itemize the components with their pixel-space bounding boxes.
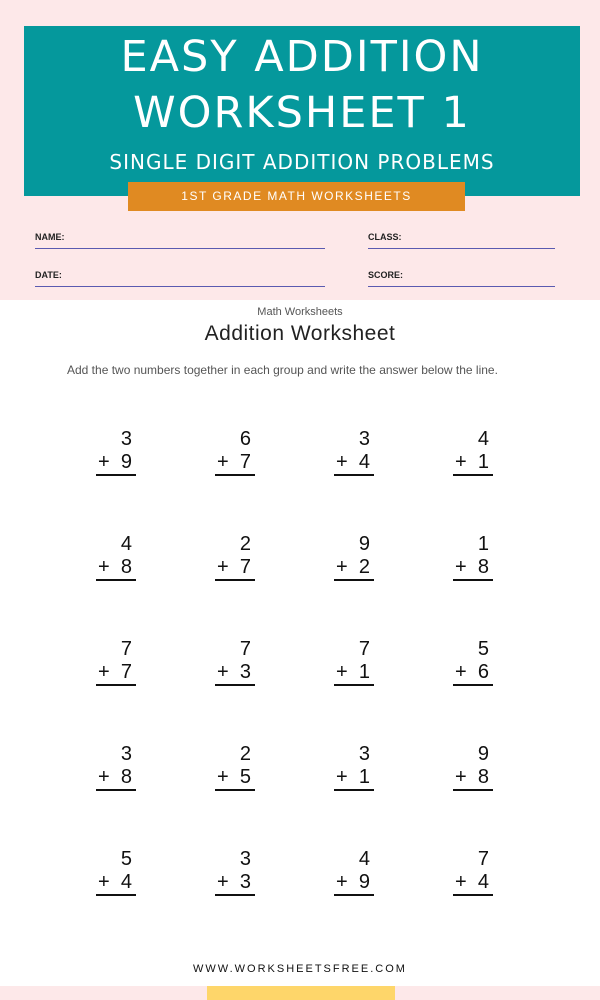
plus-sign: + <box>98 661 110 683</box>
plus-sign: + <box>455 766 467 788</box>
problem-first-number: 4 <box>477 428 489 450</box>
problem-second-line <box>96 450 136 476</box>
addition-problem <box>215 638 255 686</box>
addition-problem <box>96 848 136 896</box>
problem-second-number: 4 <box>358 451 370 473</box>
problem-second-number: 9 <box>120 451 132 473</box>
addition-problem <box>215 848 255 896</box>
addition-problem <box>453 428 493 476</box>
plus-sign: + <box>217 661 229 683</box>
problem-second-number: 8 <box>120 556 132 578</box>
problem-first-number: 7 <box>477 848 489 870</box>
problem-second-number: 1 <box>358 766 370 788</box>
problem-second-number: 1 <box>477 451 489 473</box>
problem-second-number: 4 <box>120 871 132 893</box>
problem-second-number: 6 <box>477 661 489 683</box>
plus-sign: + <box>217 871 229 893</box>
problem-second-line <box>453 555 493 581</box>
footer-bar <box>207 986 395 1000</box>
addition-problem <box>215 428 255 476</box>
problem-second-line <box>334 660 374 686</box>
problem-second-number: 7 <box>239 451 251 473</box>
problem-second-line <box>453 660 493 686</box>
problem-second-number: 5 <box>239 766 251 788</box>
problem-first-number: 1 <box>477 533 489 555</box>
plus-sign: + <box>455 556 467 578</box>
problem-second-number: 7 <box>239 556 251 578</box>
problem-second-number: 2 <box>358 556 370 578</box>
problem-second-line <box>334 870 374 896</box>
problem-second-line <box>215 450 255 476</box>
problem-second-line <box>96 870 136 896</box>
problem-second-line <box>215 660 255 686</box>
problem-second-number: 1 <box>358 661 370 683</box>
plus-sign: + <box>336 871 348 893</box>
problem-second-line <box>334 555 374 581</box>
addition-problem <box>96 743 136 791</box>
problem-second-number: 4 <box>477 871 489 893</box>
problem-first-number: 7 <box>239 638 251 660</box>
problem-second-line <box>334 765 374 791</box>
problem-first-number: 3 <box>358 428 370 450</box>
class-field[interactable] <box>368 228 555 249</box>
header-banner <box>24 26 580 196</box>
problem-first-number: 3 <box>120 428 132 450</box>
problem-second-number: 3 <box>239 661 251 683</box>
addition-problem <box>453 638 493 686</box>
date-field[interactable] <box>35 266 325 287</box>
addition-problem <box>334 848 374 896</box>
score-field[interactable] <box>368 266 555 287</box>
plus-sign: + <box>98 556 110 578</box>
score-label: SCORE: <box>368 270 404 280</box>
problem-second-line <box>215 555 255 581</box>
problem-second-number: 9 <box>358 871 370 893</box>
date-label: DATE: <box>35 270 62 280</box>
problem-first-number: 3 <box>120 743 132 765</box>
problem-first-number: 4 <box>358 848 370 870</box>
plus-sign: + <box>336 556 348 578</box>
problem-second-line <box>453 450 493 476</box>
plus-sign: + <box>455 871 467 893</box>
problem-first-number: 6 <box>239 428 251 450</box>
problem-second-line <box>334 450 374 476</box>
addition-problem <box>453 533 493 581</box>
plus-sign: + <box>98 451 110 473</box>
addition-problem <box>215 533 255 581</box>
name-label: NAME: <box>35 232 65 242</box>
plus-sign: + <box>217 766 229 788</box>
instructions: Add the two numbers together in each group and write the answer below the line. <box>67 363 498 377</box>
problem-first-number: 3 <box>358 743 370 765</box>
addition-problem <box>215 743 255 791</box>
worksheet-title-line2: WORKSHEET 1 <box>133 88 471 138</box>
addition-problem <box>96 428 136 476</box>
addition-problem <box>334 638 374 686</box>
problem-second-line <box>96 765 136 791</box>
problem-second-number: 8 <box>477 766 489 788</box>
problem-first-number: 4 <box>120 533 132 555</box>
problem-first-number: 2 <box>239 533 251 555</box>
plus-sign: + <box>336 451 348 473</box>
plus-sign: + <box>455 451 467 473</box>
problem-second-number: 7 <box>120 661 132 683</box>
problem-first-number: 7 <box>358 638 370 660</box>
problem-first-number: 5 <box>120 848 132 870</box>
addition-problem <box>96 638 136 686</box>
addition-problem <box>453 848 493 896</box>
addition-problem <box>453 743 493 791</box>
problem-first-number: 3 <box>239 848 251 870</box>
problems-grid <box>0 300 600 986</box>
problem-first-number: 9 <box>358 533 370 555</box>
plus-sign: + <box>98 871 110 893</box>
problem-first-number: 2 <box>239 743 251 765</box>
addition-problem <box>334 428 374 476</box>
name-field[interactable] <box>35 228 325 249</box>
problem-second-line <box>453 870 493 896</box>
plus-sign: + <box>217 556 229 578</box>
plus-sign: + <box>336 766 348 788</box>
worksheet-subtitle: SINGLE DIGIT ADDITION PROBLEMS <box>109 150 495 174</box>
grade-badge: 1ST GRADE MATH WORKSHEETS <box>128 182 465 211</box>
problem-first-number: 9 <box>477 743 489 765</box>
addition-problem <box>334 743 374 791</box>
website-url: WWW.WORKSHEETSFREE.COM <box>193 963 407 975</box>
problem-second-line <box>215 870 255 896</box>
addition-problem <box>96 533 136 581</box>
addition-problem <box>334 533 374 581</box>
plus-sign: + <box>455 661 467 683</box>
plus-sign: + <box>98 766 110 788</box>
problem-second-line <box>215 765 255 791</box>
problem-second-number: 8 <box>120 766 132 788</box>
problem-second-line <box>96 660 136 686</box>
plus-sign: + <box>217 451 229 473</box>
problem-second-line <box>453 765 493 791</box>
sheet-small-title: Math Worksheets <box>257 306 343 318</box>
problem-second-number: 3 <box>239 871 251 893</box>
worksheet-sheet <box>0 300 600 986</box>
class-label: CLASS: <box>368 232 402 242</box>
sheet-title: Addition Worksheet <box>204 322 396 345</box>
problem-first-number: 5 <box>477 638 489 660</box>
problem-first-number: 7 <box>120 638 132 660</box>
plus-sign: + <box>336 661 348 683</box>
problem-second-number: 8 <box>477 556 489 578</box>
worksheet-title-line1: EASY ADDITION <box>120 32 484 82</box>
problem-second-line <box>96 555 136 581</box>
